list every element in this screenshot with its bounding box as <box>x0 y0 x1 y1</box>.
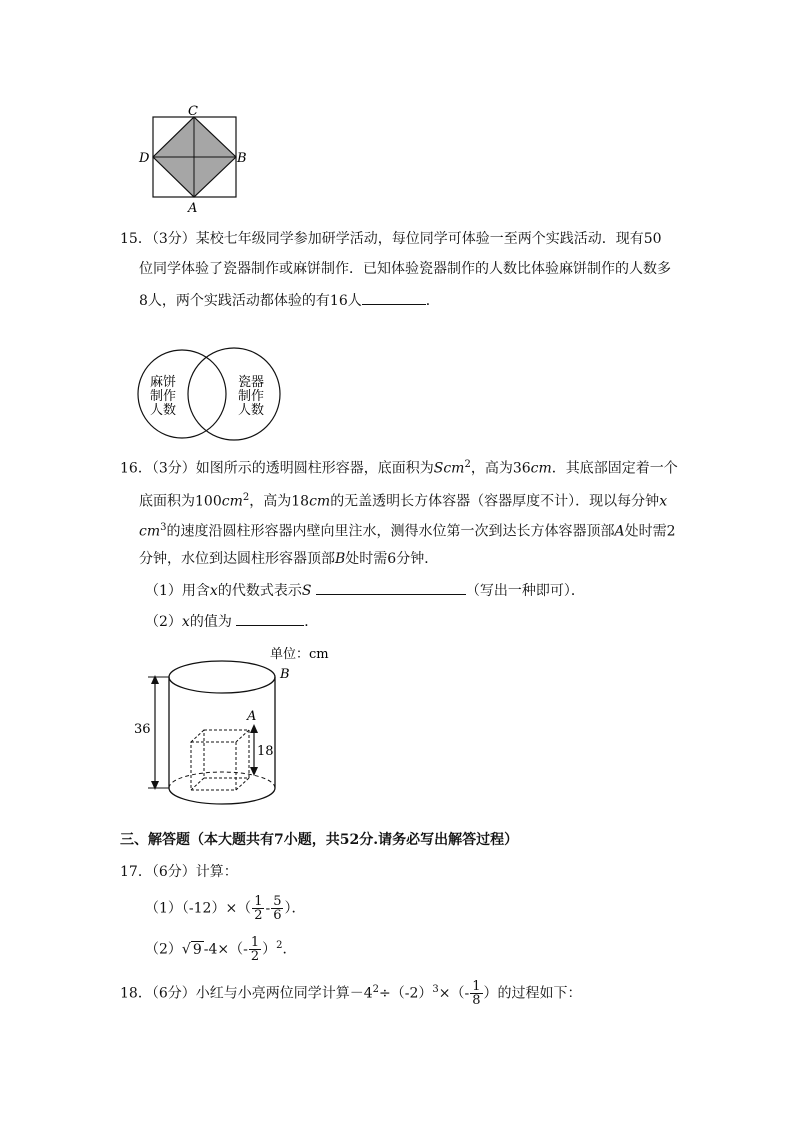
q16-line4: 分钟，水位到达圆柱形容器顶部B处时需6分钟． <box>139 551 439 567</box>
q15-line2: 位同学体验了瓷器制作或麻饼制作．已知体验瓷器制作的人数比体验麻饼制作的人数多 <box>139 261 671 277</box>
fraction: $\frac{1}{8}$ <box>472 979 481 1009</box>
label-d: D <box>139 151 150 166</box>
venn-right-3: 人数 <box>238 403 265 418</box>
q15-line1: 15．（3分）某校七年级同学参加研学活动，每位同学可体验一至两个实践活动．现有50 <box>120 231 662 247</box>
q16-sub2: （2）x的值为 ． <box>145 611 318 632</box>
height-36: 36 <box>134 722 151 737</box>
venn-diagram <box>134 343 286 447</box>
q18-line: 18．（6分）小红与小亮两位同学计算$-4^2\div(-2)^3\times(-$ $\frac{1}{8}$ ）的过程如下： <box>120 979 582 1009</box>
sqrt-sign: √ <box>181 941 191 958</box>
q16-line2: 底面积为$100cm^2$，高为18cm的无盖透明长方体容器（容器厚度不计）．现以每分钟x <box>139 492 668 510</box>
q16-sub1: （1）用含x的代数式表示S （写出一种即可）． <box>145 580 585 601</box>
q16-line3: $cm^3$的速度沿圆柱形容器内壁向里注水，测得水位第一次到达长方体容器顶部A处时需2 <box>139 522 676 540</box>
venn-left-1: 麻饼 <box>150 375 177 390</box>
q15-line3: 8人，两个实践活动都体验的有16人 ． <box>139 290 440 311</box>
q17-part1: （1）（-12）×（ $\frac{1}{2}$ - $\frac{5}{6}$ ）． <box>145 894 306 923</box>
answer-blank-x[interactable] <box>236 611 304 626</box>
point-b: B <box>280 667 290 682</box>
section-heading: 三、解答题（本大题共有7小题，共52分.请务必写出解答过程） <box>120 832 519 848</box>
square-diagram <box>138 102 248 216</box>
label-b: B <box>237 151 247 166</box>
venn-right-1: 瓷器 <box>238 375 265 390</box>
height-18: 18 <box>257 744 274 759</box>
fraction: $\frac{5}{6}$ <box>273 894 282 923</box>
fraction: $\frac{1}{2}$ <box>254 894 263 923</box>
venn-right-2: 制作 <box>238 389 265 404</box>
q17-part2: （2）√ 9 -4×（- $\frac{1}{2}$ ）$^2$． <box>145 935 297 965</box>
unit-label: 单位：cm <box>270 647 329 662</box>
q17-title: 17．（6分）计算： <box>120 864 238 880</box>
label-c: C <box>188 104 198 119</box>
answer-blank[interactable] <box>362 290 426 305</box>
q16-line1: 16．（3分）如图所示的透明圆柱形容器，底面积为Scm$^2$，高为36cm．其底部固定着一个 <box>120 459 678 477</box>
point-a: A <box>247 709 257 724</box>
venn-left-3: 人数 <box>150 403 177 418</box>
fraction: $\frac{1}{2}$ <box>250 935 260 965</box>
venn-left-2: 制作 <box>150 389 177 404</box>
answer-blank-s[interactable] <box>316 580 466 595</box>
cylinder-diagram <box>130 642 350 817</box>
label-a: A <box>188 201 198 216</box>
